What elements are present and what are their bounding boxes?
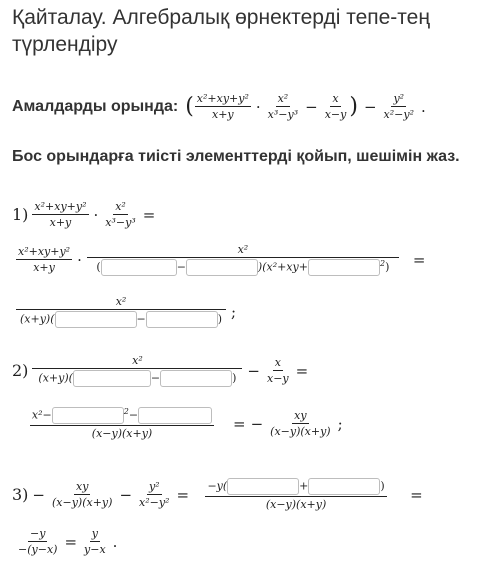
page-title: Қайталау. Алгебралық өрнектерді тепе-тең түрлендіру <box>12 6 430 56</box>
step-1-line-3: $\frac{\text{x²}}{(x+y)( - )}$ ; <box>16 295 241 328</box>
blank-1b[interactable] <box>186 259 258 276</box>
blank-1c[interactable] <box>308 259 380 276</box>
step-1-line-2: $\frac{\text{x²+xy+y²}}{x+y}$ · $\frac{\text{x²}}{( - )(x^2+xy+ ^2)}$ = <box>18 243 426 274</box>
blank-2a[interactable] <box>73 370 151 387</box>
blank-2d[interactable] <box>138 407 212 424</box>
blank-3a[interactable] <box>227 478 299 495</box>
step-3-line-2: $\frac{-y}{-(y-x)}$ = $\frac{y}{y-x}$ . <box>18 527 118 556</box>
blank-1a[interactable] <box>101 259 177 276</box>
fraction-1: $\frac{\text{x²+xy+y²}}{x+y}$ <box>196 92 249 121</box>
blank-1d[interactable] <box>55 311 137 328</box>
fraction-4: $\frac{\text{y²}}{\text{x²−y²}}$ <box>383 92 414 121</box>
step-1-line-1: 1) $\frac{\text{x²+xy+y²}}{x+y}$ · $\frac{\text{x²}}{\text{x³−y³}}$ = <box>12 200 156 229</box>
step-2-line-1: 2) $\frac{\text{x²}}{(x+y)( - )}$ − $\frac{x}{x-y}$ = <box>12 354 309 385</box>
blank-2c[interactable] <box>52 407 124 424</box>
step-3-line-1: 3) − $\frac{xy}{(x-y)(x+y)}$ − $\frac{\text{y²}}{\text{x²−y²}}$ = $\frac{-y( + )}{(x-y)(x+y)}$ = <box>12 479 423 511</box>
blank-1e[interactable] <box>146 311 218 328</box>
task-expression-row: Амалдарды орында: ( $\frac{\text{x²+xy+y²}}{x+y}$ · $\frac{\text{x²}}{\text{x³−y³}}$ − $\frac{x}{x-y}$ ) − $\frac{\text{y²}}{\text{x²−y²}}$ . <box>12 92 426 121</box>
fraction-3: $\frac{x}{x-y}$ <box>324 92 347 121</box>
step-2-line-2: $\frac{x^2- ^2-}{(x-y)(x+y)}$ = − $\frac{xy}{(x-y)(x+y)}$ ; <box>31 406 343 440</box>
blank-3b[interactable] <box>308 478 380 495</box>
instruction-perform: Амалдарды орында: <box>12 97 179 115</box>
blank-2b[interactable] <box>160 370 232 387</box>
fraction-2: $\frac{\text{x²}}{\text{x³−y³}}$ <box>267 92 299 121</box>
instruction-fill-blanks: Бос орындарға тиісті элементтерді қойып, шешімін жаз. <box>12 148 460 165</box>
